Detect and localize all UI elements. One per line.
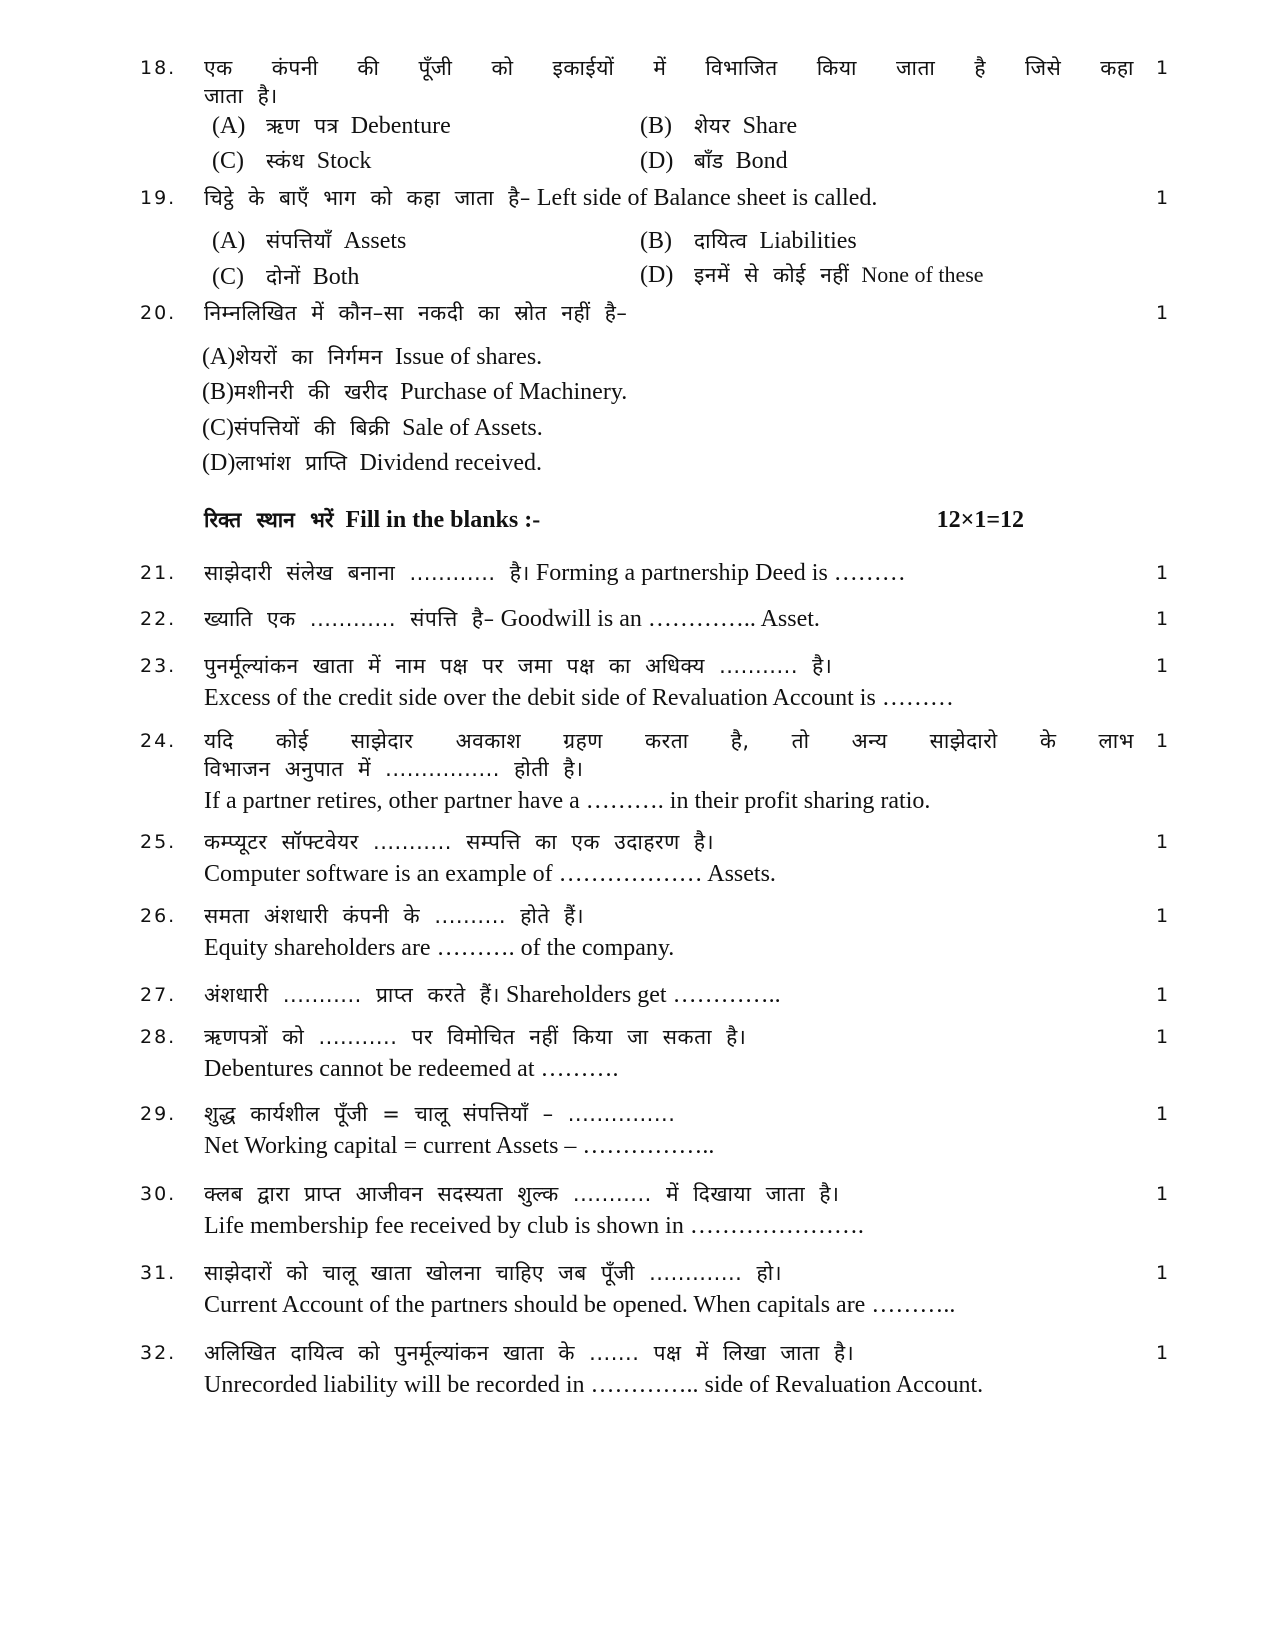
option-d [202, 447, 542, 479]
question-body [204, 1257, 1134, 1321]
question-number: 23. [140, 655, 177, 677]
option-hindi: संपत्तियों की बिक्री [234, 416, 391, 440]
option-d [640, 145, 788, 177]
question-number: 18. [140, 57, 177, 79]
question-text-hindi: अंशधारी ........... प्राप्त करते हैं। [204, 983, 500, 1007]
question-text [204, 182, 1134, 214]
question-text-hindi: साझेदारी संलेख बनाना ............ है। [204, 561, 530, 585]
marks: 1 [1155, 1342, 1169, 1364]
question-body [204, 900, 1134, 964]
option-english: Assets [343, 228, 407, 254]
question-text-english: Excess of the credit side over the debit side of Revaluation Account is ……… [204, 685, 954, 711]
option-hindi: स्कंध [266, 149, 305, 173]
question-body [204, 1021, 1134, 1085]
question-number: 26. [140, 905, 177, 927]
option-english: Bond [735, 148, 788, 174]
marks: 1 [1155, 562, 1169, 584]
question-text [204, 603, 1134, 635]
question-text-hindi: समता अंशधारी कंपनी के .......... होते हैं। [204, 904, 585, 928]
question-text-hindi: एक कंपनी की पूँजी को इकाईयों में विभाजित किया जाता है जिसे कहा [204, 56, 1134, 80]
option-label: (A) [212, 113, 246, 139]
question-number: 22. [140, 608, 177, 630]
option-b [640, 110, 797, 142]
option-label: (A) [202, 344, 236, 370]
option-hindi: मशीनरी की खरीद [234, 380, 389, 404]
question-text-english: Forming a partnership Deed is ……… [535, 560, 906, 586]
option-label: (D) [202, 450, 236, 476]
question-text-hindi: साझेदारों को चालू खाता खोलना चाहिए जब पूँजी ............. हो। [204, 1261, 783, 1285]
question-text-hindi: निम्नलिखित में कौन–सा नकदी का स्रोत नहीं है– [204, 301, 628, 325]
question-text-hindi: अलिखित दायित्व को पुनर्मूल्यांकन खाता के ....... पक्ष में लिखा जाता है। [204, 1341, 855, 1365]
option-english: Share [742, 113, 798, 139]
option-hindi: बाँड [694, 149, 724, 173]
option-english: Issue of shares. [394, 344, 543, 370]
question-text-hindi: कम्प्यूटर सॉफ्टवेयर ........... सम्पत्ति का एक उदाहरण है। [204, 830, 715, 854]
option-b [640, 225, 857, 257]
option-english: None of these [861, 262, 984, 287]
option-hindi: दोनों [266, 265, 301, 289]
question-body [204, 1098, 1134, 1162]
section-heading [204, 503, 1024, 537]
option-english: Stock [316, 148, 372, 174]
question-body [204, 603, 1134, 635]
question-body [204, 1337, 1134, 1401]
question-body [204, 826, 1134, 890]
question-number: 21. [140, 562, 177, 584]
option-d [640, 259, 984, 291]
option-english: Both [312, 264, 360, 290]
question-text-english: Unrecorded liability will be recorded in ………….. side of Revaluation Account. [204, 1372, 984, 1398]
option-a [212, 110, 451, 142]
marks: 1 [1155, 984, 1169, 1006]
option-label: (A) [212, 228, 246, 254]
question-text-english: Life membership fee received by club is shown in …………………. [204, 1213, 864, 1239]
option-hindi: दायित्व [694, 229, 748, 253]
question-number: 27. [140, 984, 177, 1006]
question-text-english: Net Working capital = current Assets – …………….. [204, 1133, 715, 1159]
question-number: 28. [140, 1026, 177, 1048]
section-title-english: Fill in the blanks :- [345, 507, 541, 533]
question-text [204, 557, 1134, 589]
option-english: Dividend received. [359, 450, 543, 476]
option-hindi: शेयर [694, 114, 731, 138]
marks: 1 [1155, 1026, 1169, 1048]
question-body [204, 52, 1134, 112]
option-hindi: इनमें से कोई नहीं [694, 263, 850, 287]
option-label: (B) [202, 379, 234, 405]
question-body [204, 650, 1134, 714]
marks: 1 [1155, 57, 1169, 79]
marks: 1 [1155, 1183, 1169, 1205]
question-text-hindi: ख्याति एक ............ संपत्ति है– [204, 607, 495, 631]
question-number: 30. [140, 1183, 177, 1205]
option-b [202, 376, 627, 408]
option-label: (B) [640, 113, 672, 139]
question-body [204, 557, 1134, 589]
question-text-hindi: पुनर्मूल्यांकन खाता में नाम पक्ष पर जमा पक्ष का अधिक्य ........... है। [204, 654, 833, 678]
option-c [202, 412, 543, 444]
question-body [204, 297, 1134, 329]
option-label: (C) [202, 415, 234, 441]
option-english: Purchase of Machinery. [400, 379, 628, 405]
marks: 1 [1155, 1103, 1169, 1125]
question-text-hindi: ऋणपत्रों को ........... पर विमोचित नहीं किया जा सकता है। [204, 1025, 747, 1049]
marks: 1 [1155, 730, 1169, 752]
question-body [204, 182, 1134, 214]
option-english: Sale of Assets. [402, 415, 543, 441]
question-text-hindi: चिट्ठे के बाएँ भाग को कहा जाता है– [204, 186, 531, 210]
question-text-hindi-cont: जाता है। [204, 84, 278, 108]
option-label: (D) [640, 262, 674, 288]
marks: 1 [1155, 905, 1169, 927]
question-text-english: Current Account of the partners should be opened. When capitals are ……….. [204, 1292, 956, 1318]
option-c [212, 145, 371, 177]
question-text-english: If a partner retires, other partner have a ………. in their profit sharing ratio. [204, 788, 931, 814]
question-number: 19. [140, 187, 177, 209]
question-text-hindi: क्लब द्वारा प्राप्त आजीवन सदस्यता शुल्क ........... में दिखाया जाता है। [204, 1182, 840, 1206]
marks: 1 [1155, 302, 1169, 324]
marks: 1 [1155, 187, 1169, 209]
marks: 1 [1155, 831, 1169, 853]
option-label: (C) [212, 148, 244, 174]
question-number: 20. [140, 302, 177, 324]
question-body [204, 1178, 1134, 1242]
question-number: 24. [140, 730, 177, 752]
question-number: 32. [140, 1342, 177, 1364]
option-hindi: संपत्तियाँ [266, 229, 332, 253]
question-text-english: Shareholders get ………….. [505, 982, 781, 1008]
question-text [204, 979, 1134, 1011]
question-text-hindi-cont: विभाजन अनुपात में ................ होती है। [204, 757, 584, 781]
marks: 1 [1155, 655, 1169, 677]
question-body [204, 979, 1134, 1011]
option-a [202, 341, 542, 373]
question-text-english: Equity shareholders are ………. of the company. [204, 935, 675, 961]
marks: 1 [1155, 1262, 1169, 1284]
marks: 1 [1155, 608, 1169, 630]
option-english: Liabilities [759, 228, 857, 254]
option-label: (B) [640, 228, 672, 254]
section-marks: 12×1=12 [936, 507, 1024, 533]
option-label: (D) [640, 148, 674, 174]
question-text-english: Debentures cannot be redeemed at ………. [204, 1056, 619, 1082]
question-body [204, 725, 1134, 817]
question-number: 29. [140, 1103, 177, 1125]
option-hindi: ऋण पत्र [266, 114, 339, 138]
question-text-english: Left side of Balance sheet is called. [536, 185, 878, 211]
option-label: (C) [212, 264, 244, 290]
option-hindi: शेयरों का निर्गमन [235, 345, 383, 369]
question-text-english: Goodwill is an ………….. Asset. [500, 606, 820, 632]
option-c [212, 261, 359, 293]
section-title-hindi: रिक्त स्थान भरें [204, 508, 334, 532]
question-number: 31. [140, 1262, 177, 1284]
question-text-hindi: शुद्ध कार्यशील पूँजी = चालू संपत्तियाँ – ............... [204, 1102, 676, 1126]
option-english: Debenture [350, 113, 451, 139]
question-number: 25. [140, 831, 177, 853]
question-text-english: Computer software is an example of ……………… Assets. [204, 861, 776, 887]
option-hindi: लाभांश प्राप्ति [235, 451, 348, 475]
option-a [212, 225, 406, 257]
question-text-hindi: यदि कोई साझेदार अवकाश ग्रहण करता है, तो अन्य साझेदारो के लाभ [204, 729, 1134, 753]
